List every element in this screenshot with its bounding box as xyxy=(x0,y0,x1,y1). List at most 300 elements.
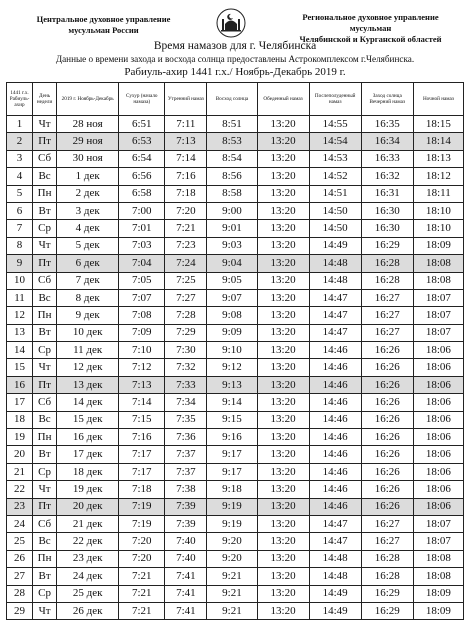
cell-maghrib: 16:27 xyxy=(361,307,413,324)
cell-hijri-day: 1 xyxy=(7,116,33,133)
cell-weekday: Вс xyxy=(33,289,57,306)
cell-maghrib: 16:34 xyxy=(361,133,413,150)
cell-fajr: 7:20 xyxy=(165,202,207,219)
cell-date: 6 дек xyxy=(57,255,119,272)
page-title: Время намазов для г. Челябинска xyxy=(153,40,317,52)
cell-weekday: Вт xyxy=(33,324,57,341)
cell-fajr: 7:18 xyxy=(165,185,207,202)
cell-dhuhr: 13:20 xyxy=(257,185,309,202)
cell-asr: 14:50 xyxy=(309,202,361,219)
org-right-line: Челябинской и Курганской областей xyxy=(299,34,442,44)
cell-date: 20 дек xyxy=(57,498,119,515)
cell-dhuhr: 13:20 xyxy=(257,481,309,498)
cell-fajr: 7:27 xyxy=(165,289,207,306)
cell-suhur: 7:00 xyxy=(119,202,165,219)
cell-isha: 18:06 xyxy=(413,411,463,428)
cell-fajr: 7:37 xyxy=(165,446,207,463)
cell-weekday: Чт xyxy=(33,116,57,133)
cell-date: 8 дек xyxy=(57,289,119,306)
cell-maghrib: 16:28 xyxy=(361,568,413,585)
cell-dhuhr: 13:20 xyxy=(257,324,309,341)
cell-dhuhr: 13:20 xyxy=(257,463,309,480)
cell-asr: 14:46 xyxy=(309,359,361,376)
table-row xyxy=(7,394,464,411)
cell-fajr: 7:39 xyxy=(165,498,207,515)
cell-hijri-day: 18 xyxy=(7,411,33,428)
cell-sunrise: 8:53 xyxy=(207,133,257,150)
cell-dhuhr: 13:20 xyxy=(257,533,309,550)
document-header xyxy=(6,6,464,82)
cell-weekday: Сб xyxy=(33,272,57,289)
cell-isha: 18:15 xyxy=(413,116,463,133)
cell-asr: 14:46 xyxy=(309,463,361,480)
cell-maghrib: 16:28 xyxy=(361,255,413,272)
cell-weekday: Сб xyxy=(33,150,57,167)
cell-suhur: 6:54 xyxy=(119,150,165,167)
col-header-hijri-day: 1441 г.х. Рабиуль-ахир xyxy=(7,83,33,116)
cell-fajr: 7:29 xyxy=(165,324,207,341)
table-row xyxy=(7,220,464,237)
col-header-date: 2019 г. Ноябрь-Декабрь xyxy=(57,83,119,116)
cell-maghrib: 16:26 xyxy=(361,394,413,411)
cell-sunrise: 9:19 xyxy=(207,515,257,532)
cell-suhur: 7:20 xyxy=(119,533,165,550)
cell-fajr: 7:13 xyxy=(165,133,207,150)
cell-date: 19 дек xyxy=(57,481,119,498)
cell-isha: 18:07 xyxy=(413,324,463,341)
cell-sunrise: 9:14 xyxy=(207,394,257,411)
cell-sunrise: 9:21 xyxy=(207,568,257,585)
col-header-maghrib: Заход солнца Вечерний намаз xyxy=(361,83,413,116)
table-row xyxy=(7,255,464,272)
cell-date: 28 ноя xyxy=(57,116,119,133)
cell-dhuhr: 13:20 xyxy=(257,168,309,185)
cell-maghrib: 16:26 xyxy=(361,498,413,515)
cell-asr: 14:48 xyxy=(309,550,361,567)
col-header-fajr: Утренний намаз xyxy=(165,83,207,116)
cell-isha: 18:06 xyxy=(413,376,463,393)
table-row xyxy=(7,568,464,585)
cell-sunrise: 9:10 xyxy=(207,342,257,359)
cell-asr: 14:46 xyxy=(309,411,361,428)
col-header-isha: Ночной намаз xyxy=(413,83,463,116)
cell-sunrise: 8:56 xyxy=(207,168,257,185)
cell-weekday: Пн xyxy=(33,307,57,324)
cell-sunrise: 9:07 xyxy=(207,289,257,306)
month-heading: Рабиуль-ахир 1441 г.х./ Ноябрь-Декабрь 2019 г. xyxy=(124,66,346,78)
cell-dhuhr: 13:20 xyxy=(257,289,309,306)
table-row xyxy=(7,533,464,550)
cell-weekday: Чт xyxy=(33,602,57,619)
cell-weekday: Вс xyxy=(33,533,57,550)
cell-hijri-day: 17 xyxy=(7,394,33,411)
cell-hijri-day: 5 xyxy=(7,185,33,202)
cell-sunrise: 8:58 xyxy=(207,185,257,202)
table-row xyxy=(7,498,464,515)
cell-fajr: 7:36 xyxy=(165,429,207,446)
cell-maghrib: 16:26 xyxy=(361,342,413,359)
table-row xyxy=(7,359,464,376)
cell-isha: 18:10 xyxy=(413,202,463,219)
table-row xyxy=(7,324,464,341)
cell-maghrib: 16:26 xyxy=(361,463,413,480)
cell-dhuhr: 13:20 xyxy=(257,220,309,237)
cell-sunrise: 9:16 xyxy=(207,429,257,446)
cell-date: 21 дек xyxy=(57,515,119,532)
cell-maghrib: 16:26 xyxy=(361,359,413,376)
cell-dhuhr: 13:20 xyxy=(257,376,309,393)
cell-asr: 14:53 xyxy=(309,150,361,167)
cell-isha: 18:06 xyxy=(413,498,463,515)
table-row xyxy=(7,237,464,254)
cell-dhuhr: 13:20 xyxy=(257,307,309,324)
cell-fajr: 7:11 xyxy=(165,116,207,133)
cell-weekday: Чт xyxy=(33,481,57,498)
cell-asr: 14:47 xyxy=(309,324,361,341)
cell-maghrib: 16:26 xyxy=(361,446,413,463)
col-header-suhur: Сухур (начало намаза) xyxy=(119,83,165,116)
cell-dhuhr: 13:20 xyxy=(257,202,309,219)
cell-suhur: 7:21 xyxy=(119,585,165,602)
cell-asr: 14:46 xyxy=(309,481,361,498)
cell-fajr: 7:34 xyxy=(165,394,207,411)
cell-maghrib: 16:26 xyxy=(361,376,413,393)
cell-asr: 14:55 xyxy=(309,116,361,133)
cell-hijri-day: 29 xyxy=(7,602,33,619)
cell-sunrise: 9:21 xyxy=(207,602,257,619)
cell-sunrise: 9:03 xyxy=(207,237,257,254)
cell-weekday: Пт xyxy=(33,376,57,393)
cell-suhur: 6:51 xyxy=(119,116,165,133)
cell-hijri-day: 9 xyxy=(7,255,33,272)
org-right-line: мусульман xyxy=(349,23,392,33)
cell-weekday: Сб xyxy=(33,394,57,411)
cell-maghrib: 16:30 xyxy=(361,220,413,237)
cell-dhuhr: 13:20 xyxy=(257,568,309,585)
cell-dhuhr: 13:20 xyxy=(257,116,309,133)
cell-hijri-day: 28 xyxy=(7,585,33,602)
cell-hijri-day: 3 xyxy=(7,150,33,167)
cell-sunrise: 9:08 xyxy=(207,307,257,324)
cell-isha: 18:06 xyxy=(413,359,463,376)
cell-sunrise: 8:51 xyxy=(207,116,257,133)
cell-suhur: 7:17 xyxy=(119,463,165,480)
cell-isha: 18:09 xyxy=(413,585,463,602)
cell-fajr: 7:35 xyxy=(165,411,207,428)
cell-hijri-day: 23 xyxy=(7,498,33,515)
table-row xyxy=(7,289,464,306)
cell-isha: 18:09 xyxy=(413,237,463,254)
cell-asr: 14:46 xyxy=(309,429,361,446)
cell-fajr: 7:40 xyxy=(165,550,207,567)
cell-fajr: 7:41 xyxy=(165,585,207,602)
cell-asr: 14:46 xyxy=(309,342,361,359)
table-row xyxy=(7,185,464,202)
table-row xyxy=(7,429,464,446)
cell-fajr: 7:38 xyxy=(165,481,207,498)
org-left-line: мусульман России xyxy=(68,25,139,35)
cell-sunrise: 9:04 xyxy=(207,255,257,272)
cell-weekday: Пн xyxy=(33,185,57,202)
cell-date: 4 дек xyxy=(57,220,119,237)
cell-isha: 18:14 xyxy=(413,133,463,150)
cell-hijri-day: 25 xyxy=(7,533,33,550)
cell-maghrib: 16:26 xyxy=(361,481,413,498)
prayer-times-table xyxy=(6,82,464,620)
cell-weekday: Сб xyxy=(33,515,57,532)
cell-weekday: Пт xyxy=(33,498,57,515)
cell-maghrib: 16:26 xyxy=(361,411,413,428)
cell-sunrise: 9:12 xyxy=(207,359,257,376)
cell-dhuhr: 13:20 xyxy=(257,359,309,376)
cell-maghrib: 16:29 xyxy=(361,602,413,619)
cell-maghrib: 16:30 xyxy=(361,202,413,219)
org-left-name xyxy=(16,14,191,36)
cell-date: 15 дек xyxy=(57,411,119,428)
cell-sunrise: 9:18 xyxy=(207,481,257,498)
cell-date: 14 дек xyxy=(57,394,119,411)
cell-weekday: Ср xyxy=(33,342,57,359)
cell-weekday: Ср xyxy=(33,463,57,480)
table-row xyxy=(7,411,464,428)
cell-date: 23 дек xyxy=(57,550,119,567)
cell-isha: 18:08 xyxy=(413,255,463,272)
cell-isha: 18:08 xyxy=(413,550,463,567)
cell-weekday: Вс xyxy=(33,411,57,428)
cell-asr: 14:46 xyxy=(309,394,361,411)
cell-fajr: 7:39 xyxy=(165,515,207,532)
table-row xyxy=(7,376,464,393)
cell-isha: 18:11 xyxy=(413,185,463,202)
cell-weekday: Чт xyxy=(33,359,57,376)
cell-hijri-day: 13 xyxy=(7,324,33,341)
cell-date: 3 дек xyxy=(57,202,119,219)
cell-fajr: 7:41 xyxy=(165,602,207,619)
cell-weekday: Чт xyxy=(33,237,57,254)
cell-hijri-day: 21 xyxy=(7,463,33,480)
cell-hijri-day: 8 xyxy=(7,237,33,254)
cell-suhur: 6:53 xyxy=(119,133,165,150)
cell-suhur: 7:21 xyxy=(119,602,165,619)
cell-maghrib: 16:27 xyxy=(361,533,413,550)
cell-dhuhr: 13:20 xyxy=(257,550,309,567)
cell-isha: 18:07 xyxy=(413,289,463,306)
cell-fajr: 7:30 xyxy=(165,342,207,359)
cell-suhur: 7:15 xyxy=(119,411,165,428)
cell-asr: 14:46 xyxy=(309,376,361,393)
cell-maghrib: 16:29 xyxy=(361,237,413,254)
cell-suhur: 6:58 xyxy=(119,185,165,202)
cell-hijri-day: 22 xyxy=(7,481,33,498)
cell-hijri-day: 24 xyxy=(7,515,33,532)
cell-maghrib: 16:27 xyxy=(361,515,413,532)
cell-fajr: 7:16 xyxy=(165,168,207,185)
cell-sunrise: 9:05 xyxy=(207,272,257,289)
cell-date: 25 дек xyxy=(57,585,119,602)
cell-hijri-day: 7 xyxy=(7,220,33,237)
cell-date: 12 дек xyxy=(57,359,119,376)
table-row xyxy=(7,202,464,219)
col-header-weekday: День недели xyxy=(33,83,57,116)
cell-hijri-day: 6 xyxy=(7,202,33,219)
cell-hijri-day: 26 xyxy=(7,550,33,567)
col-header-dhuhr: Обеденный намаз xyxy=(257,83,309,116)
cell-dhuhr: 13:20 xyxy=(257,237,309,254)
cell-hijri-day: 14 xyxy=(7,342,33,359)
cell-isha: 18:06 xyxy=(413,446,463,463)
cell-date: 22 дек xyxy=(57,533,119,550)
table-row xyxy=(7,515,464,532)
cell-maghrib: 16:28 xyxy=(361,272,413,289)
cell-dhuhr: 13:20 xyxy=(257,429,309,446)
cell-maghrib: 16:27 xyxy=(361,324,413,341)
mosque-icon xyxy=(216,8,246,38)
cell-weekday: Вт xyxy=(33,568,57,585)
cell-suhur: 7:21 xyxy=(119,568,165,585)
cell-maghrib: 16:29 xyxy=(361,585,413,602)
cell-suhur: 7:08 xyxy=(119,307,165,324)
cell-dhuhr: 13:20 xyxy=(257,272,309,289)
cell-suhur: 7:04 xyxy=(119,255,165,272)
cell-maghrib: 16:32 xyxy=(361,168,413,185)
cell-sunrise: 9:20 xyxy=(207,533,257,550)
cell-date: 2 дек xyxy=(57,185,119,202)
cell-date: 17 дек xyxy=(57,446,119,463)
cell-sunrise: 9:20 xyxy=(207,550,257,567)
cell-hijri-day: 10 xyxy=(7,272,33,289)
cell-weekday: Пт xyxy=(33,255,57,272)
cell-date: 10 дек xyxy=(57,324,119,341)
cell-date: 9 дек xyxy=(57,307,119,324)
table-row xyxy=(7,168,464,185)
cell-date: 13 дек xyxy=(57,376,119,393)
cell-asr: 14:54 xyxy=(309,133,361,150)
cell-maghrib: 16:26 xyxy=(361,429,413,446)
cell-suhur: 7:12 xyxy=(119,359,165,376)
cell-dhuhr: 13:20 xyxy=(257,411,309,428)
cell-suhur: 7:14 xyxy=(119,394,165,411)
cell-suhur: 7:20 xyxy=(119,550,165,567)
table-row xyxy=(7,463,464,480)
cell-maghrib: 16:33 xyxy=(361,150,413,167)
cell-dhuhr: 13:20 xyxy=(257,394,309,411)
cell-suhur: 7:13 xyxy=(119,376,165,393)
cell-hijri-day: 16 xyxy=(7,376,33,393)
cell-sunrise: 9:17 xyxy=(207,463,257,480)
cell-hijri-day: 12 xyxy=(7,307,33,324)
cell-weekday: Пт xyxy=(33,133,57,150)
cell-hijri-day: 2 xyxy=(7,133,33,150)
cell-sunrise: 8:54 xyxy=(207,150,257,167)
cell-sunrise: 9:09 xyxy=(207,324,257,341)
cell-suhur: 7:18 xyxy=(119,481,165,498)
cell-dhuhr: 13:20 xyxy=(257,133,309,150)
cell-fajr: 7:23 xyxy=(165,237,207,254)
cell-maghrib: 16:28 xyxy=(361,550,413,567)
cell-weekday: Пн xyxy=(33,550,57,567)
cell-date: 1 дек xyxy=(57,168,119,185)
cell-isha: 18:10 xyxy=(413,220,463,237)
cell-fajr: 7:14 xyxy=(165,150,207,167)
table-row xyxy=(7,550,464,567)
cell-date: 7 дек xyxy=(57,272,119,289)
cell-hijri-day: 4 xyxy=(7,168,33,185)
cell-suhur: 7:10 xyxy=(119,342,165,359)
cell-suhur: 7:05 xyxy=(119,272,165,289)
cell-dhuhr: 13:20 xyxy=(257,602,309,619)
cell-dhuhr: 13:20 xyxy=(257,498,309,515)
cell-suhur: 7:19 xyxy=(119,515,165,532)
cell-suhur: 7:09 xyxy=(119,324,165,341)
table-header-row xyxy=(7,83,464,116)
cell-date: 16 дек xyxy=(57,429,119,446)
cell-isha: 18:07 xyxy=(413,307,463,324)
cell-isha: 18:07 xyxy=(413,533,463,550)
cell-asr: 14:47 xyxy=(309,289,361,306)
cell-fajr: 7:40 xyxy=(165,533,207,550)
cell-date: 24 дек xyxy=(57,568,119,585)
cell-date: 30 ноя xyxy=(57,150,119,167)
cell-weekday: Вт xyxy=(33,446,57,463)
cell-isha: 18:12 xyxy=(413,168,463,185)
cell-suhur: 6:56 xyxy=(119,168,165,185)
cell-fajr: 7:33 xyxy=(165,376,207,393)
cell-hijri-day: 19 xyxy=(7,429,33,446)
cell-asr: 14:46 xyxy=(309,498,361,515)
cell-isha: 18:07 xyxy=(413,515,463,532)
cell-fajr: 7:24 xyxy=(165,255,207,272)
cell-suhur: 7:16 xyxy=(119,429,165,446)
cell-asr: 14:50 xyxy=(309,220,361,237)
cell-isha: 18:08 xyxy=(413,272,463,289)
cell-date: 26 дек xyxy=(57,602,119,619)
cell-hijri-day: 27 xyxy=(7,568,33,585)
table-row xyxy=(7,585,464,602)
cell-sunrise: 9:17 xyxy=(207,446,257,463)
table-row xyxy=(7,307,464,324)
cell-date: 29 ноя xyxy=(57,133,119,150)
cell-hijri-day: 15 xyxy=(7,359,33,376)
cell-dhuhr: 13:20 xyxy=(257,515,309,532)
cell-fajr: 7:25 xyxy=(165,272,207,289)
cell-dhuhr: 13:20 xyxy=(257,150,309,167)
cell-date: 5 дек xyxy=(57,237,119,254)
table-row xyxy=(7,602,464,619)
cell-asr: 14:48 xyxy=(309,568,361,585)
table-row xyxy=(7,446,464,463)
cell-asr: 14:49 xyxy=(309,602,361,619)
col-header-sunrise: Восход солнца xyxy=(207,83,257,116)
cell-hijri-day: 20 xyxy=(7,446,33,463)
cell-asr: 14:47 xyxy=(309,515,361,532)
cell-isha: 18:09 xyxy=(413,602,463,619)
table-row xyxy=(7,481,464,498)
org-left-line: Центральное духовное управление xyxy=(36,14,171,24)
cell-asr: 14:52 xyxy=(309,168,361,185)
cell-asr: 14:48 xyxy=(309,255,361,272)
cell-suhur: 7:17 xyxy=(119,446,165,463)
cell-dhuhr: 13:20 xyxy=(257,342,309,359)
cell-suhur: 7:01 xyxy=(119,220,165,237)
cell-maghrib: 16:35 xyxy=(361,116,413,133)
cell-isha: 18:06 xyxy=(413,429,463,446)
cell-suhur: 7:19 xyxy=(119,498,165,515)
cell-asr: 14:46 xyxy=(309,446,361,463)
cell-isha: 18:06 xyxy=(413,481,463,498)
cell-isha: 18:08 xyxy=(413,568,463,585)
table-row xyxy=(7,116,464,133)
cell-date: 18 дек xyxy=(57,463,119,480)
